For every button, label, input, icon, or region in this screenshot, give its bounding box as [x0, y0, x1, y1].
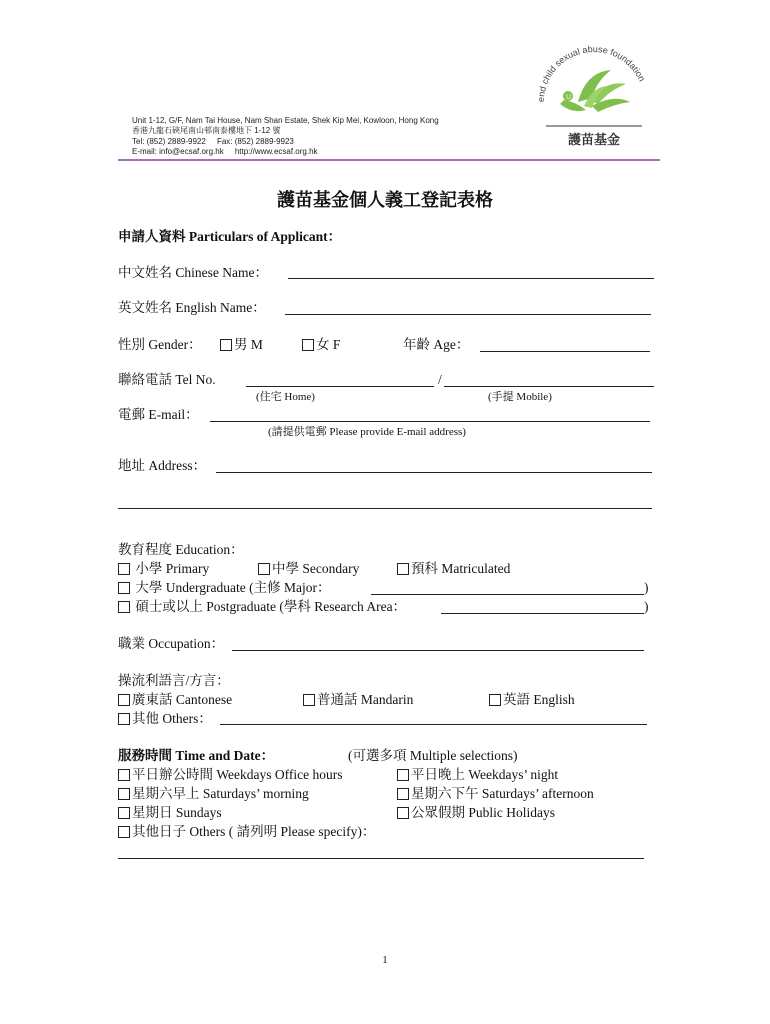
service-sundays-option[interactable] [118, 805, 222, 821]
header-phone-fax: Tel: (852) 2889-9922 Fax: (852) 2889-9923 [132, 137, 294, 146]
tel-label: 聯絡電話 Tel No. [118, 372, 216, 387]
email-field[interactable] [210, 421, 650, 422]
weekday-office-checkbox[interactable] [118, 769, 130, 781]
tel-home-field[interactable] [246, 386, 434, 387]
education-postgraduate-option[interactable] [118, 599, 406, 615]
english-label: 英語 English [503, 692, 575, 707]
postgraduate-checkbox[interactable] [118, 601, 130, 613]
tel-separator: / [438, 372, 442, 387]
section-applicant: 申請人資料 Particulars of Applicant： [118, 229, 342, 244]
others-language-label: 其他 Others： [132, 711, 212, 726]
others-days-label: 其他日子 Others ( 請列明 Please specify)： [132, 824, 376, 839]
chinese-name-field[interactable] [288, 278, 654, 279]
education-matriculated-option[interactable] [397, 561, 510, 577]
age-field[interactable] [480, 351, 650, 352]
service-label: 服務時間 Time and Date： [118, 748, 275, 763]
undergraduate-close: ) [644, 580, 649, 595]
address-field-line-1[interactable] [216, 472, 652, 473]
sat-morning-label: 星期六早上 Saturdays’ morning [132, 786, 309, 801]
others-language-checkbox[interactable] [118, 713, 130, 725]
education-secondary-option[interactable] [258, 561, 359, 577]
sat-morning-checkbox[interactable] [118, 788, 130, 800]
tel-home-caption: (住宅 Home) [256, 391, 315, 403]
logo-name: 護苗基金 [567, 133, 621, 148]
others-days-field[interactable] [118, 858, 644, 859]
education-primary-option[interactable] [118, 561, 209, 577]
matriculated-label: 預科 Matriculated [411, 561, 511, 576]
female-checkbox[interactable] [302, 339, 314, 351]
public-holidays-label: 公眾假期 Public Holidays [411, 805, 555, 820]
header-divider [118, 159, 660, 161]
sprout-icon [560, 70, 630, 112]
female-label: 女 F [316, 337, 341, 352]
gender-male-option[interactable] [220, 337, 263, 353]
header-address-zh: 香港九龍石硤尾南山邨南泰樓地下 1-12 號 [132, 126, 281, 135]
tel-mobile-field[interactable] [444, 386, 654, 387]
service-multiple-note: (可選多項 Multiple selections) [348, 748, 518, 763]
english-checkbox[interactable] [489, 694, 501, 706]
education-label: 教育程度 Education： [118, 542, 244, 557]
language-english-option[interactable] [489, 692, 575, 708]
undergraduate-checkbox[interactable] [118, 582, 130, 594]
english-name-label: 英文姓名 English Name： [118, 300, 266, 315]
language-others-option[interactable] [118, 711, 212, 727]
logo-arc-text: end child sexual abuse foundation [535, 43, 648, 103]
public-holidays-checkbox[interactable] [397, 807, 409, 819]
weekday-night-checkbox[interactable] [397, 769, 409, 781]
male-label: 男 M [234, 337, 263, 352]
service-weekday-night-option[interactable] [397, 767, 558, 783]
service-sat-morning-option[interactable] [118, 786, 309, 802]
address-label: 地址 Address： [118, 458, 207, 473]
age-label: 年齡 Age： [403, 337, 470, 352]
header-email-web: E-mail: info@ecsaf.org.hk http://www.ecsaf.org.hk [132, 147, 318, 156]
english-name-field[interactable] [285, 314, 651, 315]
page-title: 護苗基金個人義工登記表格 [277, 190, 493, 210]
sat-afternoon-label: 星期六下午 Saturdays’ afternoon [411, 786, 594, 801]
occupation-field[interactable] [232, 650, 644, 651]
education-undergraduate-option[interactable] [118, 580, 330, 596]
sundays-label: 星期日 Sundays [132, 805, 222, 820]
cantonese-label: 廣東話 Cantonese [132, 692, 233, 707]
service-weekday-office-option[interactable] [118, 767, 343, 783]
service-others-option[interactable] [118, 824, 375, 840]
svg-text:U: U [566, 94, 572, 101]
language-mandarin-option[interactable] [303, 692, 413, 708]
email-note: (請提供電郵 Please provide E-mail address) [268, 426, 466, 438]
weekday-night-label: 平日晚上 Weekdays’ night [411, 767, 559, 782]
male-checkbox[interactable] [220, 339, 232, 351]
mandarin-checkbox[interactable] [303, 694, 315, 706]
postgraduate-close: ) [644, 599, 649, 614]
language-cantonese-option[interactable] [118, 692, 232, 708]
sundays-checkbox[interactable] [118, 807, 130, 819]
foundation-logo [526, 32, 660, 152]
service-public-holidays-option[interactable] [397, 805, 555, 821]
others-days-checkbox[interactable] [118, 826, 130, 838]
languages-label: 操流利語言/方言： [118, 673, 230, 688]
header-address-en: Unit 1-12, G/F, Nam Tai House, Nam Shan Estate, Shek Kip Mei, Kowloon, Hong Kong [132, 116, 439, 125]
cantonese-checkbox[interactable] [118, 694, 130, 706]
gender-female-option[interactable] [302, 337, 340, 353]
email-label: 電郵 E-mail： [118, 407, 199, 422]
undergraduate-label: 大學 Undergraduate (主修 Major： [132, 580, 331, 595]
secondary-label: 中學 Secondary [272, 561, 360, 576]
research-area-field[interactable] [441, 613, 644, 614]
service-sat-afternoon-option[interactable] [397, 786, 594, 802]
gender-label: 性別 Gender： [118, 337, 202, 352]
tel-mobile-caption: (手提 Mobile) [488, 391, 552, 403]
primary-checkbox[interactable] [118, 563, 130, 575]
matriculated-checkbox[interactable] [397, 563, 409, 575]
major-field[interactable] [371, 594, 644, 595]
primary-label: 小學 Primary [132, 561, 210, 576]
sat-afternoon-checkbox[interactable] [397, 788, 409, 800]
postgraduate-label: 碩士或以上 Postgraduate (學科 Research Area： [132, 599, 407, 614]
address-field-line-2[interactable] [118, 508, 652, 509]
secondary-checkbox[interactable] [258, 563, 270, 575]
weekday-office-label: 平日辦公時間 Weekdays Office hours [132, 767, 343, 782]
occupation-label: 職業 Occupation： [118, 636, 225, 651]
mandarin-label: 普通話 Mandarin [317, 692, 414, 707]
chinese-name-label: 中文姓名 Chinese Name： [118, 265, 268, 280]
page-number: 1 [382, 954, 388, 966]
others-language-field[interactable] [220, 724, 647, 725]
